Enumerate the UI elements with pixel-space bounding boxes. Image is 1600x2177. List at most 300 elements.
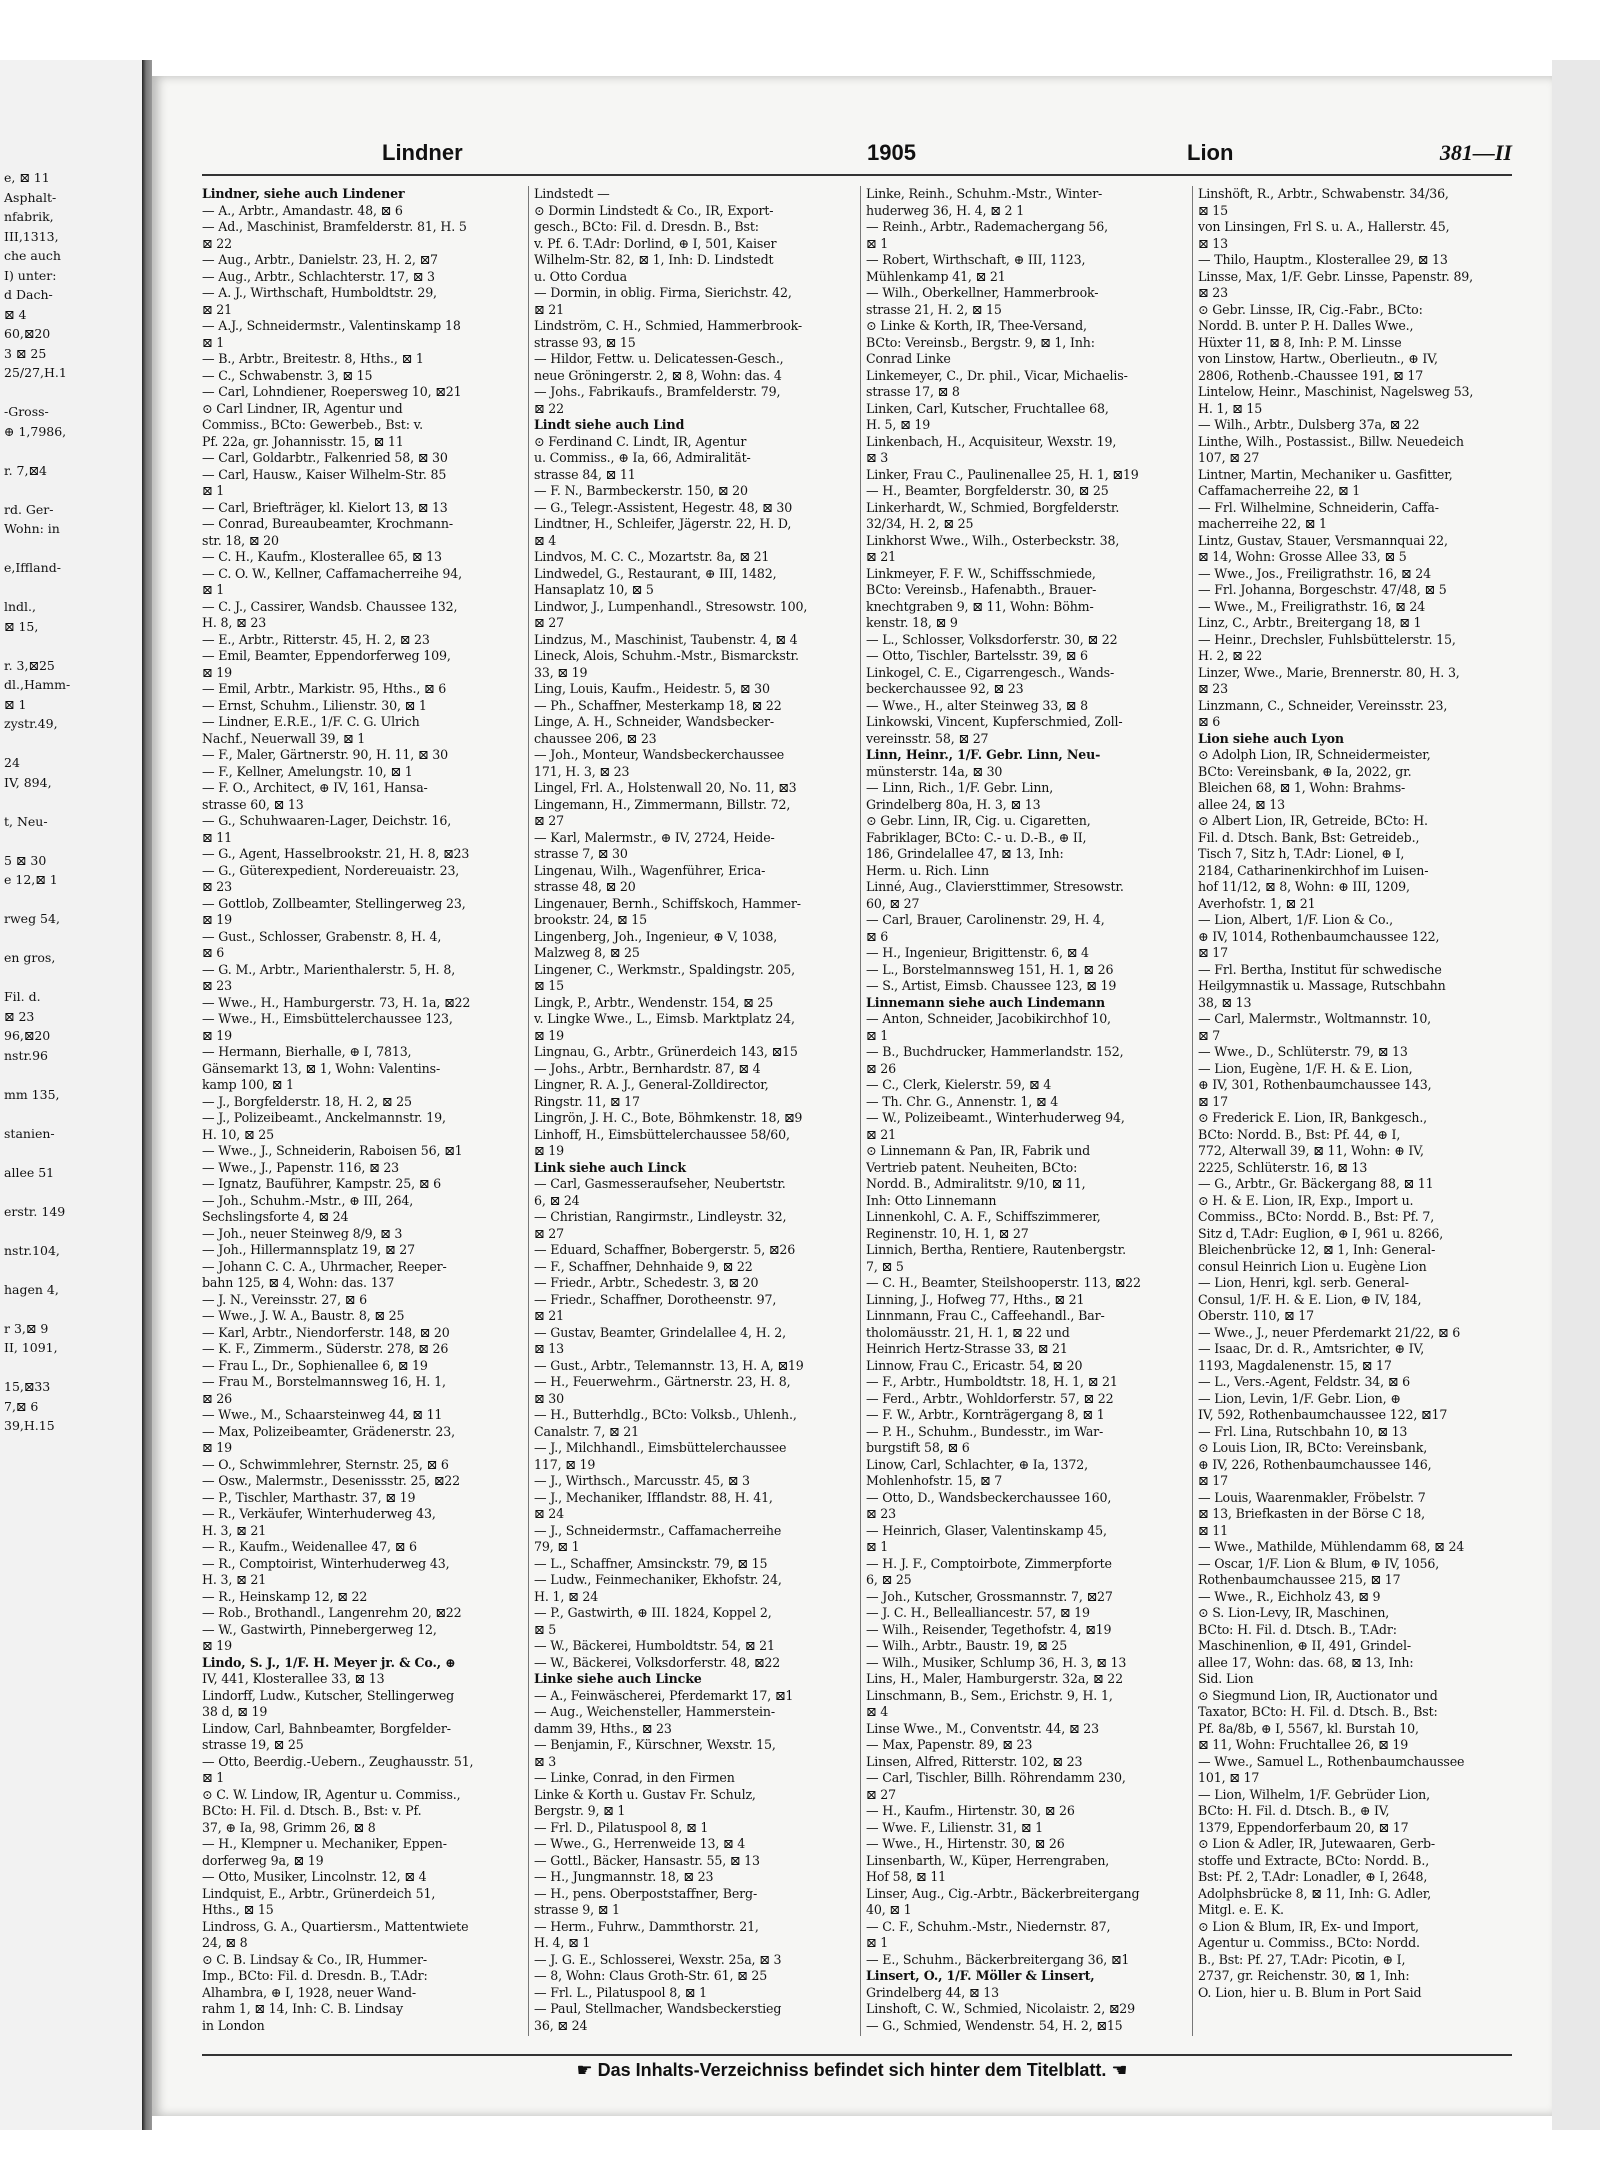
entry-line: Bergstr. 9, ⊠ 1 xyxy=(534,1803,626,1818)
entry-line: ⊙ Lion & Blum, IR, Ex- und Import, xyxy=(1198,1918,1419,1934)
entry-line: Canalstr. 7, ⊠ 21 xyxy=(534,1423,640,1439)
entry-line: — Aug., Arbtr., Danielstr. 23, H. 2, ⊠7 xyxy=(202,252,438,267)
entry-line: — J., Schneidermstr., Caffamacherreihe xyxy=(534,1522,782,1538)
entry-line: Sechslingsforte 4, ⊠ 24 xyxy=(202,1209,349,1224)
entry-line: allee 24, ⊠ 13 xyxy=(1198,796,1285,812)
footer-rule xyxy=(202,2054,1512,2056)
entry-line: — K. F., Zimmerm., Süderstr. 278, ⊠ 26 xyxy=(202,1341,449,1356)
entry-line: ⊠ 15 xyxy=(1198,202,1228,218)
entry-line: — H., Feuerwehrm., Gärtnerstr. 23, H. 8, xyxy=(534,1374,791,1389)
fragment-line xyxy=(4,578,142,598)
entry-line: — P., Tischler, Marthastr. 37, ⊠ 19 xyxy=(202,1489,416,1505)
entry-line: — B., Arbtr., Breitestr. 8, Hths., ⊠ 1 xyxy=(202,351,424,366)
entry-line: — F. N., Barmbeckerstr. 150, ⊠ 20 xyxy=(534,483,748,498)
entry-line: — Wwe., G., Herrenweide 13, ⊠ 4 xyxy=(534,1836,746,1851)
entry-line: — Heinr., Drechsler, Fuhlsbüttelerstr. 15, xyxy=(1198,631,1456,647)
entry-line: — G., Telegr.-Assistent, Hegestr. 48, ⊠ 30 xyxy=(534,499,793,515)
entry-line: Lindström, C. H., Schmied, Hammerbrook- xyxy=(534,318,803,333)
entry-line: ⊠ 23 xyxy=(202,879,232,894)
fragment-line: rweg 54, xyxy=(4,911,60,926)
entry-line: — L., Borstelmannsweg 151, H. 1, ⊠ 26 xyxy=(866,961,1114,977)
entry-line: ⊠ 23 xyxy=(1198,681,1228,696)
entry-line: Lindstedt — xyxy=(534,186,610,201)
entry-line: stoffe und Extracte, BCto: Nordd. B., xyxy=(1198,1852,1430,1868)
fragment-line: ⊠ 23 xyxy=(4,1008,35,1024)
entry-line: ⊠ 6 xyxy=(866,928,889,944)
entry-line: — H., Klempner u. Mechaniker, Eppen- xyxy=(202,1836,447,1851)
fragment-line: 25/27,H.1 xyxy=(4,365,67,380)
entry-line: strasse 93, ⊠ 15 xyxy=(534,334,636,350)
entry-line: Caffamacherreihe 22, ⊠ 1 xyxy=(1198,483,1361,498)
entry-line: — Wilh., Oberkellner, Hammerbrook- xyxy=(866,285,1099,300)
fragment-line: allee 51 xyxy=(4,1164,55,1180)
entry-line: ⊠ 26 xyxy=(202,1390,232,1406)
entry-line: Linnenkohl, C. A. F., Schiffszimmerer, xyxy=(866,1209,1101,1224)
entry-line: — Karl, Arbtr., Niendorferstr. 148, ⊠ 20 xyxy=(202,1324,450,1340)
fragment-line: che auch xyxy=(4,248,61,263)
entry-line: Lindquist, E., Arbtr., Grünerdeich 51, xyxy=(202,1885,436,1901)
entry-line: v. Lingke Wwe., L., Eimsb. Marktplatz 24, xyxy=(534,1011,795,1026)
entry-line: 1193, Magdalenenstr. 15, ⊠ 17 xyxy=(1198,1357,1392,1373)
entry-line: Hansaplatz 10, ⊠ 5 xyxy=(534,582,654,597)
column-divider xyxy=(1192,186,1193,2036)
entry-line: Imp., BCto: Fil. d. Dresdn. B., T.Adr: xyxy=(202,1968,428,1983)
entry-line: Lion siehe auch Lyon xyxy=(1198,730,1344,746)
entry-line: ⊠ 23 xyxy=(1198,285,1228,300)
entry-line: Rothenbaumchaussee 215, ⊠ 17 xyxy=(1198,1572,1401,1587)
entry-line: u. Otto Cordua xyxy=(534,268,627,284)
fragment-line: r 3,⊠ 9 xyxy=(4,1320,49,1336)
entry-line: Linthe, Wilh., Postassist., Billw. Neuedeich xyxy=(1198,433,1464,449)
entry-line: ⊕ IV, 301, Rothenbaumchaussee 143, xyxy=(1198,1077,1432,1092)
entry-line: 40, ⊠ 1 xyxy=(866,1902,912,1917)
entry-line: Taxator, BCto: H. Fil. d. Dtsch. B., Bst: xyxy=(1198,1704,1438,1719)
entry-line: Mitgl. e. E. K. xyxy=(1198,1902,1284,1917)
entry-line: ⊠ 22 xyxy=(534,400,564,416)
entry-line: ⊠ 26 xyxy=(866,1060,896,1076)
entry-line: — Ph., Schaffner, Mesterkamp 18, ⊠ 22 xyxy=(534,697,782,713)
entry-line: Lingener, C., Werkmstr., Spaldingstr. 205, xyxy=(534,961,795,977)
entry-line: — Wwe., M., Schaarsteinweg 44, ⊠ 11 xyxy=(202,1407,443,1422)
entry-line: ⊠ 4 xyxy=(866,1704,889,1719)
fragment-line xyxy=(4,1358,142,1378)
entry-line: — W., Gastwirth, Pinnebergerweg 12, xyxy=(202,1621,437,1637)
entry-line: — Joh., Monteur, Wandsbeckerchaussee xyxy=(534,747,785,762)
entry-line: Linnemann siehe auch Lindemann xyxy=(866,994,1106,1010)
entry-line: — Ludw., Feinmechaniker, Ekhofstr. 24, xyxy=(534,1572,782,1587)
entry-line: Commiss., BCto: Gewerbeb., Bst: v. xyxy=(202,417,423,432)
fragment-line: nfabrik, xyxy=(4,209,54,224)
entry-line: v. Pf. 6. T.Adr: Dorlind, ⊕ I, 501, Kaiser xyxy=(534,235,777,251)
previous-page-fragments xyxy=(0,60,142,1436)
entry-line: ⊙ Siegmund Lion, IR, Auctionator und xyxy=(1198,1687,1438,1703)
entry-line: 36, ⊠ 24 xyxy=(534,2017,588,2033)
entry-line: — R., Heinskamp 12, ⊠ 22 xyxy=(202,1588,368,1604)
entry-line: strasse 9, ⊠ 1 xyxy=(534,1902,620,1917)
fragment-line xyxy=(4,831,142,851)
entry-line: ⊠ 21 xyxy=(866,1126,896,1142)
entry-line: — Wwe., H., Eimsbüttelerchaussee 123, xyxy=(202,1011,453,1026)
entry-line: — Benjamin, F., Kürschner, Wexstr. 15, xyxy=(534,1737,776,1752)
entry-line: ⊠ 17 xyxy=(1198,1093,1228,1109)
entry-line: ⊠ 30 xyxy=(534,1390,564,1406)
entry-line: ⊠ 3 xyxy=(534,1753,557,1769)
entry-line: — Aug., Weichensteller, Hammerstein- xyxy=(534,1704,775,1719)
entry-line: — Joh., Kutscher, Grossmannstr. 7, ⊠27 xyxy=(866,1588,1113,1604)
entry-line: — Johs., Fabrikaufs., Bramfelderstr. 79, xyxy=(534,384,781,399)
entry-line: — Emil, Arbtr., Markistr. 95, Hths., ⊠ 6 xyxy=(202,681,447,696)
entry-line: tholomäusstr. 21, H. 1, ⊠ 22 und xyxy=(866,1324,1070,1340)
entry-line: — Max, Polizeibeamter, Grädenerstr. 23, xyxy=(202,1423,455,1439)
entry-line: Tisch 7, Sitz h, T.Adr: Lionel, ⊕ I, xyxy=(1198,846,1405,861)
entry-line: ⊠ 1 xyxy=(202,334,225,350)
entry-line: Lindwor, J., Lumpenhandl., Stresowstr. 100, xyxy=(534,598,808,614)
entry-line: u. Commiss., ⊕ Ia, 66, Admiralität- xyxy=(534,450,751,465)
entry-line: — F., Schaffner, Dehnhaide 9, ⊠ 22 xyxy=(534,1258,753,1274)
fragment-line: d Dach- xyxy=(4,287,53,302)
entry-line: strasse 7, ⊠ 30 xyxy=(534,846,628,861)
entry-line: 38 d, ⊠ 19 xyxy=(202,1704,268,1719)
entry-line: — G. M., Arbtr., Marienthalerstr. 5, H. 8, xyxy=(202,961,456,977)
entry-line: — Christian, Rangirmstr., Lindleystr. 32, xyxy=(534,1209,787,1224)
entry-line: allee 17, Wohn: das. 68, ⊠ 13, Inh: xyxy=(1198,1654,1414,1670)
fragment-line: 39,H.15 xyxy=(4,1418,55,1433)
fragment-line xyxy=(4,539,142,559)
entry-line: ⊠ 19 xyxy=(202,1027,232,1043)
entry-line: Heinrich Hertz-Strasse 33, ⊠ 21 xyxy=(866,1341,1068,1356)
entry-line: chaussee 206, ⊠ 23 xyxy=(534,730,657,746)
entry-line: — Wwe., Samuel L., Rothenbaumchaussee xyxy=(1198,1753,1465,1769)
fragment-line xyxy=(4,1143,142,1163)
book-gutter xyxy=(142,60,152,2130)
entry-line: Linkmeyer, F. F. W., Schiffsschmiede, xyxy=(866,565,1096,581)
entry-line: — W., Bäckerei, Volksdorferstr. 48, ⊠22 xyxy=(534,1654,781,1670)
entry-line: 2737, gr. Reichenstr. 30, ⊠ 1, Inh: xyxy=(1198,1968,1410,1983)
entry-line: ⊠ 11 xyxy=(1198,1522,1228,1538)
entry-line: ⊠ 7 xyxy=(1198,1027,1221,1043)
fragment-line: e, ⊠ 11 xyxy=(4,170,50,185)
entry-line: — Lion, Wilhelm, 1/F. Gebrüder Lion, xyxy=(1198,1786,1430,1802)
entry-line: 107, ⊠ 27 xyxy=(1198,450,1260,465)
entry-line: Linning, J., Hofweg 77, Hths., ⊠ 21 xyxy=(866,1291,1085,1307)
entry-line: str. 18, ⊠ 20 xyxy=(202,532,279,548)
entry-line: — Emil, Beamter, Eppendorferweg 109, xyxy=(202,648,451,663)
entry-line: — J., Milchhandl., Eimsbüttelerchaussee xyxy=(534,1440,787,1455)
entry-line: Linsen, Alfred, Ritterstr. 102, ⊠ 23 xyxy=(866,1753,1083,1769)
column-divider xyxy=(528,186,529,2036)
entry-line: Gänsemarkt 13, ⊠ 1, Wohn: Valentins- xyxy=(202,1060,441,1076)
entry-line: — H., Butterhdlg., BCto: Volksb., Uhlenh., xyxy=(534,1407,797,1422)
entry-line: Commiss., BCto: Nordd. B., Bst: Pf. 7, xyxy=(1198,1209,1435,1224)
entry-line: — Friedr., Schaffner, Dorotheenstr. 97, xyxy=(534,1291,777,1307)
entry-line: — Joh., neuer Steinweg 8/9, ⊠ 3 xyxy=(202,1225,403,1241)
entry-line: Linshöft, R., Arbtr., Schwabenstr. 34/36, xyxy=(1198,186,1449,201)
entry-line: — R., Kaufm., Weidenallee 47, ⊠ 6 xyxy=(202,1539,417,1554)
entry-line: — C. F., Schuhm.-Mstr., Niedernstr. 87, xyxy=(866,1918,1111,1934)
fragment-line xyxy=(4,441,142,461)
entry-line: — H., Jungmannstr. 18, ⊠ 23 xyxy=(534,1869,714,1884)
entry-line: ⊠ 13 xyxy=(1198,235,1228,251)
entry-line: — Wwe., H., Hirtenstr. 30, ⊠ 26 xyxy=(866,1836,1065,1851)
header-rule xyxy=(202,174,1512,176)
fragment-line: nstr.96 xyxy=(4,1047,48,1063)
entry-line: — B., Buchdrucker, Hammerlandstr. 152, xyxy=(866,1044,1124,1059)
entry-line: ⊠ 1 xyxy=(866,1935,889,1950)
entry-line: — Gottl., Bäcker, Hansastr. 55, ⊠ 13 xyxy=(534,1852,760,1868)
entry-line: Bleichenbrücke 12, ⊠ 1, Inh: General- xyxy=(1198,1242,1436,1257)
entry-line: Pf. 22a, gr. Johannisstr. 15, ⊠ 11 xyxy=(202,433,404,449)
entry-line: ⊠ 27 xyxy=(534,1225,564,1241)
entry-line: consul Heinrich Lion u. Eugène Lion xyxy=(1198,1258,1427,1274)
entry-line: BCto: H. Fil. d. Dtsch. B., T.Adr: xyxy=(1198,1621,1397,1637)
entry-line: ⊠ 17 xyxy=(1198,1473,1228,1488)
entry-line: ⊠ 1 xyxy=(866,235,889,251)
fragment-line: ⊠ 1 xyxy=(4,696,27,712)
entry-line: — C. O. W., Kellner, Caffamacherreihe 94, xyxy=(202,565,462,581)
entry-line: ⊠ 21 xyxy=(534,301,564,317)
entry-line: Lindvos, M. C. C., Mozartstr. 8a, ⊠ 21 xyxy=(534,549,770,564)
entry-line: Linhoff, H., Eimsbüttelerchaussee 58/60, xyxy=(534,1126,790,1142)
entry-line: Lingrön, J. H. C., Bote, Böhmkenstr. 18, ⊠9 xyxy=(534,1110,803,1125)
entry-line: — J. G. E., Schlosserei, Wexstr. 25a, ⊠ 3 xyxy=(534,1951,782,1967)
fragment-line: III,1313, xyxy=(4,228,59,244)
entry-line: ⊠ 15 xyxy=(534,978,564,993)
entry-line: BCto: Vereinsb., Hafenabth., Brauer- xyxy=(866,582,1097,597)
entry-line: H. 3, ⊠ 21 xyxy=(202,1522,267,1538)
fragment-line xyxy=(4,792,142,812)
entry-line: Linnmann, Frau C., Caffeehandl., Bar- xyxy=(866,1308,1105,1323)
entry-line: Linsenbarth, W., Küper, Herrengraben, xyxy=(866,1852,1110,1868)
entry-line: — H., Ingenieur, Brigittenstr. 6, ⊠ 4 xyxy=(866,945,1089,960)
entry-line: — Hermann, Bierhalle, ⊕ I, 7813, xyxy=(202,1044,412,1059)
entry-line: H. 4, ⊠ 1 xyxy=(534,1935,591,1950)
entry-line: damm 39, Hths., ⊠ 23 xyxy=(534,1720,672,1736)
entry-line: kamp 100, ⊠ 1 xyxy=(202,1077,294,1092)
entry-line: — Otto, Tischler, Bartelsstr. 39, ⊠ 6 xyxy=(866,648,1088,663)
entry-line: Lintz, Gustav, Stauer, Versmannquai 22, xyxy=(1198,532,1448,548)
entry-line: — Lion, Albert, 1/F. Lion & Co., xyxy=(1198,912,1393,927)
entry-line: 79, ⊠ 1 xyxy=(534,1539,580,1554)
entry-line: Lindow, Carl, Bahnbeamter, Borgfelder- xyxy=(202,1720,451,1736)
entry-line: 60, ⊠ 27 xyxy=(866,895,920,911)
entry-line: Conrad Linke xyxy=(866,351,951,366)
entry-line: Linker, Frau C., Paulinenallee 25, H. 1, ⊠19 xyxy=(866,466,1139,482)
entry-line: Lintelow, Heinr., Maschinist, Nagelsweg 53, xyxy=(1198,384,1474,399)
fragment-line: mm 135, xyxy=(4,1086,60,1102)
entry-line: ⊙ Frederick E. Lion, IR, Bankgesch., xyxy=(1198,1110,1428,1125)
entry-line: Linkemeyer, C., Dr. phil., Vicar, Michaelis- xyxy=(866,367,1128,383)
fragment-line: lndl., xyxy=(4,599,36,614)
entry-line: ⊠ 19 xyxy=(534,1027,564,1043)
entry-line: — R., Comptoirist, Winterhuderweg 43, xyxy=(202,1555,450,1571)
entry-line: — Frl. D., Pilatuspool 8, ⊠ 1 xyxy=(534,1819,709,1835)
entry-line: — E., Arbtr., Ritterstr. 45, H. 2, ⊠ 23 xyxy=(202,631,430,647)
entry-line: — Ignatz, Bauführer, Kampstr. 25, ⊠ 6 xyxy=(202,1176,441,1191)
entry-line: — 8, Wohn: Claus Groth-Str. 61, ⊠ 25 xyxy=(534,1968,768,1983)
entry-line: ⊙ Adolph Lion, IR, Schneidermeister, xyxy=(1198,747,1431,762)
entry-line: — Wilh., Arbtr., Dulsberg 37a, ⊠ 22 xyxy=(1198,417,1420,432)
entry-line: — Carl, Goldarbtr., Falkenried 58, ⊠ 30 xyxy=(202,450,448,465)
entry-line: Lingnau, G., Arbtr., Grünerdeich 143, ⊠15 xyxy=(534,1044,798,1059)
previous-page-strip xyxy=(0,60,142,2130)
entries-column-4 xyxy=(1198,186,1516,2046)
entry-line: 24, ⊠ 8 xyxy=(202,1935,248,1950)
entry-line: Bst: Pf. 2, T.Adr: Lonadler, ⊕ I, 2648, xyxy=(1198,1869,1428,1884)
entry-line: BCto: H. Fil. d. Dtsch. B., Bst: v. Pf. xyxy=(202,1803,422,1818)
entry-line: 6, ⊠ 24 xyxy=(534,1192,580,1208)
entry-line: Lingner, R. A. J., General-Zolldirector, xyxy=(534,1077,769,1092)
entry-line: — Gottlob, Zollbeamter, Stellingerweg 23, xyxy=(202,895,466,911)
fragment-line: Fil. d. xyxy=(4,989,41,1004)
entry-line: H. 1, ⊠ 24 xyxy=(534,1588,599,1604)
entry-line: ⊙ H. & E. Lion, IR, Exp., Import u. xyxy=(1198,1192,1414,1208)
entry-line: — Wwe., J., Schneiderin, Raboisen 56, ⊠1 xyxy=(202,1143,463,1158)
entry-line: H. 3, ⊠ 21 xyxy=(202,1572,267,1587)
entry-line: Linge, A. H., Schneider, Wandsbecker- xyxy=(534,714,775,729)
entry-line: — A.J., Schneidermstr., Valentinskamp 18 xyxy=(202,318,461,333)
entry-line: Sitz d, T.Adr: Euglion, ⊕ I, 961 u. 8266, xyxy=(1198,1225,1444,1241)
entry-line: ⊠ 23 xyxy=(202,978,232,993)
entry-line: strasse 48, ⊠ 20 xyxy=(534,879,636,894)
entry-line: — Otto, Musiker, Lincolnstr. 12, ⊠ 4 xyxy=(202,1869,427,1884)
entry-line: Lins, H., Maler, Hamburgerstr. 32a, ⊠ 22 xyxy=(866,1671,1123,1686)
header-left-keyword: Lindner xyxy=(382,140,463,165)
fragment-line xyxy=(4,1299,142,1319)
entry-line: ⊠ 23 xyxy=(866,1506,896,1521)
entry-line: — Otto, D., Wandsbeckerchaussee 160, xyxy=(866,1489,1112,1505)
entry-line: Herm. u. Rich. Linn xyxy=(866,862,989,878)
entry-line: Averhofstr. 1, ⊠ 21 xyxy=(1198,895,1316,911)
entry-line: ⊠ 21 xyxy=(866,549,896,564)
entry-line: — Wwe., Jos., Freiligrathstr. 16, ⊠ 24 xyxy=(1198,565,1432,581)
entry-line: — Frl. Johanna, Borgeschstr. 47/48, ⊠ 5 xyxy=(1198,582,1447,597)
entry-line: burgstift 58, ⊠ 6 xyxy=(866,1440,970,1455)
entry-line: O. Lion, hier u. B. Blum in Port Said xyxy=(1198,1984,1422,2000)
entry-line: strasse 17, ⊠ 8 xyxy=(866,384,960,399)
entry-line: — Lion, Eugène, 1/F. H. & E. Lion, xyxy=(1198,1060,1413,1076)
entry-line: — Dormin, in oblig. Firma, Sierichstr. 42, xyxy=(534,285,792,300)
entry-line: — Lindner, E.R.E., 1/F. C. G. Ulrich xyxy=(202,714,420,729)
entry-line: ⊠ 19 xyxy=(202,1440,232,1455)
entry-line: Lingel, Frl. A., Holstenwall 20, No. 11, ⊠3 xyxy=(534,780,797,795)
entry-line: Lindorff, Ludw., Kutscher, Stellingerweg xyxy=(202,1687,455,1703)
entry-line: — C., Schwabenstr. 3, ⊠ 15 xyxy=(202,367,373,383)
entry-line: Nordd. B., Admiralitstr. 9/10, ⊠ 11, xyxy=(866,1176,1086,1191)
fragment-line: 60,⊠20 xyxy=(4,326,51,341)
entry-line: Linzmann, C., Schneider, Vereinsstr. 23, xyxy=(1198,697,1448,713)
entry-line: ⊠ 1 xyxy=(866,1539,889,1554)
fragment-line: e,Iffland- xyxy=(4,560,61,575)
entry-line: Link siehe auch Linck xyxy=(534,1159,686,1175)
entry-line: — J., Mechaniker, Ifflandstr. 88, H. 41, xyxy=(534,1489,773,1505)
fragment-line: 96,⊠20 xyxy=(4,1028,51,1043)
entry-line: — F., Kellner, Amelungstr. 10, ⊠ 1 xyxy=(202,763,413,779)
entry-line: 37, ⊕ Ia, 98, Grimm 26, ⊠ 8 xyxy=(202,1819,376,1835)
entry-line: Linshoft, C. W., Schmied, Nicolaistr. 2, ⊠29 xyxy=(866,2001,1136,2016)
fragment-line: Asphalt- xyxy=(4,189,57,205)
column-divider xyxy=(860,186,861,2036)
entry-line: — Gust., Schlosser, Grabenstr. 8, H. 4, xyxy=(202,928,442,944)
entry-line: — J. N., Vereinsstr. 27, ⊠ 6 xyxy=(202,1291,367,1307)
entry-line: Reginenstr. 10, H. 1, ⊠ 27 xyxy=(866,1225,1029,1241)
entry-line: — Wwe., J., Papenstr. 116, ⊠ 23 xyxy=(202,1159,400,1175)
entry-line: Linser, Aug., Cig.-Arbtr., Bäckerbreitergang xyxy=(866,1885,1140,1901)
fragment-line: t, Neu- xyxy=(4,813,48,829)
entry-line: — H., pens. Oberpoststaffner, Berg- xyxy=(534,1885,758,1901)
entry-line: — Johs., Arbtr., Bernhardstr. 87, ⊠ 4 xyxy=(534,1060,761,1076)
entry-line: Maschinenlion, ⊕ II, 491, Grindel- xyxy=(1198,1638,1411,1653)
entry-line: Linzer, Wwe., Marie, Brennerstr. 80, H. 3, xyxy=(1198,664,1460,680)
entry-line: — Frau L., Dr., Sophienallee 6, ⊠ 19 xyxy=(202,1357,428,1373)
entry-line: H. 8, ⊠ 23 xyxy=(202,615,267,630)
entry-line: — Wilh., Musiker, Schlump 36, H. 3, ⊠ 13 xyxy=(866,1654,1127,1670)
entry-line: Linkerhardt, W., Schmied, Borgfelderstr. xyxy=(866,499,1120,515)
entry-line: strasse 84, ⊠ 11 xyxy=(534,466,636,482)
entry-line: — Conrad, Bureaubeamter, Krochmann- xyxy=(202,516,453,531)
entry-line: — A. J., Wirthschaft, Humboldtstr. 29, xyxy=(202,285,437,300)
entry-line: — L., Vers.-Agent, Feldstr. 34, ⊠ 6 xyxy=(1198,1374,1410,1389)
entry-line: ⊠ 27 xyxy=(534,813,564,828)
fragment-line: 5 ⊠ 30 xyxy=(4,852,47,868)
entry-line: — Ad., Maschinist, Bramfelderstr. 81, H. 5 xyxy=(202,219,467,234)
entry-line: ⊠ 1 xyxy=(202,582,225,597)
entry-line: ⊠ 27 xyxy=(866,1786,896,1802)
entry-line: Linkowski, Vincent, Kupferschmied, Zoll- xyxy=(866,714,1123,729)
entry-line: Lindner, siehe auch Lindener xyxy=(202,186,405,201)
entry-line: ⊠ 3 xyxy=(866,450,889,465)
entry-line: — F., Maler, Gärtnerstr. 90, H. 11, ⊠ 30 xyxy=(202,747,448,762)
entry-line: strasse 60, ⊠ 13 xyxy=(202,796,304,812)
fragment-line: Wohn: in xyxy=(4,521,60,536)
fragment-line xyxy=(4,636,142,656)
entry-line: Lingenau, Wilh., Wagenführer, Erica- xyxy=(534,862,766,878)
header-right-keyword: Lion xyxy=(1187,140,1234,165)
entry-line: Mohlenhofstr. 15, ⊠ 7 xyxy=(866,1473,1003,1488)
entry-line: — Ferd., Arbtr., Wohldorferstr. 57, ⊠ 22 xyxy=(866,1390,1114,1406)
fragment-line: 24 xyxy=(4,755,20,770)
entry-line: 101, ⊠ 17 xyxy=(1198,1770,1260,1785)
entry-line: — Carl, Malermstr., Woltmannstr. 10, xyxy=(1198,1011,1432,1026)
fragment-line: nstr.104, xyxy=(4,1242,60,1258)
entry-line: huderweg 36, H. 4, ⊠ 2 1 xyxy=(866,202,1025,218)
entry-line: 117, ⊠ 19 xyxy=(534,1456,596,1472)
entry-line: — H. J. F., Comptoirbote, Zimmerpforte xyxy=(866,1555,1112,1571)
entry-line: — Herm., Fuhrw., Dammthorstr. 21, xyxy=(534,1918,759,1934)
entry-line: Lineck, Alois, Schuhm.-Mstr., Bismarckstr. xyxy=(534,648,799,663)
entry-line: ⊙ Dormin Lindstedt & Co., IR, Export- xyxy=(534,202,774,218)
entry-line: von Linsingen, Frl S. u. A., Hallerstr. 45, xyxy=(1198,219,1450,234)
entry-line: — G., Schuhwaaren-Lager, Deichstr. 16, xyxy=(202,813,452,828)
entry-line: — Ernst, Schuhm., Lilienstr. 30, ⊠ 1 xyxy=(202,697,427,713)
entry-line: BCto: Vereinsbank, ⊕ Ia, 2022, gr. xyxy=(1198,763,1412,779)
entry-line: ⊠ 19 xyxy=(202,1638,232,1653)
entry-line: ⊠ 11 xyxy=(202,829,232,845)
entry-line: — Wwe., R., Eichholz 43, ⊠ 9 xyxy=(1198,1588,1381,1604)
entry-line: Fil. d. Dtsch. Bank, Bst: Getreideb., xyxy=(1198,829,1420,845)
entry-line: — Louis, Waarenmakler, Fröbelstr. 7 xyxy=(1198,1489,1426,1505)
entry-line: kenstr. 18, ⊠ 9 xyxy=(866,615,958,630)
entry-line: macherreihe 22, ⊠ 1 xyxy=(1198,516,1327,531)
fragment-line: dl.,Hamm- xyxy=(4,677,71,692)
entry-line: Hüxter 11, ⊠ 8, Inh: P. M. Linsse xyxy=(1198,334,1402,350)
entry-line: Lindwedel, G., Restaurant, ⊕ III, 1482, xyxy=(534,565,777,581)
entry-line: — Frl. L., Pilatuspool 8, ⊠ 1 xyxy=(534,1984,707,2000)
directory-page xyxy=(152,76,1552,2116)
entry-line: ⊠ 1 xyxy=(866,1027,889,1043)
entry-line: Linken, Carl, Kutscher, Fruchtallee 68, xyxy=(866,400,1109,416)
entry-line: — Carl, Gasmesseraufseher, Neubertstr. xyxy=(534,1176,786,1191)
entry-line: — Oscar, 1/F. Lion & Blum, ⊕ IV, 1056, xyxy=(1198,1555,1440,1571)
